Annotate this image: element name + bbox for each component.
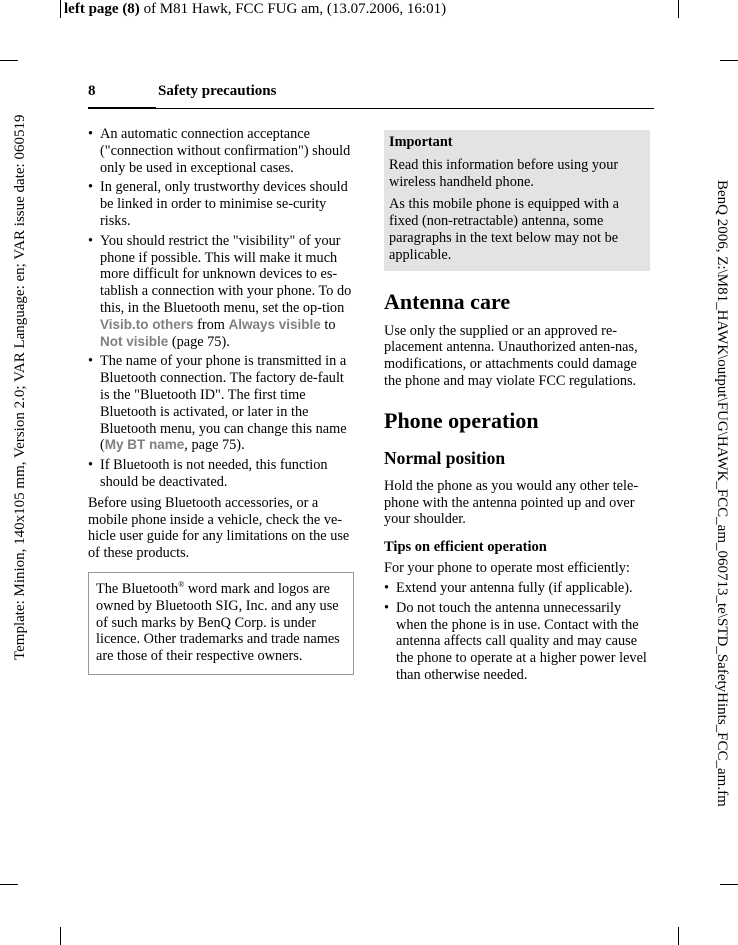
crop-mark xyxy=(678,927,679,945)
normal-position-text: Hold the phone as you would any other tele-phone with the antenna pointed up and over your shoulder. xyxy=(384,477,639,528)
antenna-care-text: Use only the supplied or an approved re-placement antenna. Unauthorized anten-nas, modifications, or attachments could damage the phone and may violate FCC regulations. xyxy=(384,322,638,389)
crop-mark xyxy=(720,60,738,61)
list-item: • The name of your phone is transmitted in a Bluetooth connection. The factory de-fault is the "Bluetooth ID". The first time Bluetooth is activated, or later in the Bluetooth menu, you can change this name (My BT name, page 75). xyxy=(88,353,354,454)
trademark-box: The Bluetooth® word mark and logos are owned by Bluetooth SIG, Inc. and any use of such marks by BenQ Corp. is under licence. Other trademarks and trade names are those of their respective owners. xyxy=(88,572,354,675)
heading-tips: Tips on efficient operation xyxy=(384,539,547,556)
list-item: • Extend your antenna fully (if applicable). xyxy=(384,580,650,597)
heading-phone-operation: Phone operation xyxy=(384,407,539,433)
print-header xyxy=(64,0,446,18)
heading-normal-position: Normal position xyxy=(384,447,506,468)
menu-ref: Visib.to others xyxy=(100,316,194,332)
vehicle-paragraph: Before using Bluetooth accessories, or a mobile phone inside a vehicle, check the ve-hicle user guide for any limitations on the use of these products. xyxy=(88,494,350,562)
menu-ref: Always visible xyxy=(228,316,321,332)
list-item: • If Bluetooth is not needed, this function should be deactivated. xyxy=(88,457,354,491)
crop-mark xyxy=(60,0,61,18)
important-heading: Important xyxy=(389,134,453,150)
left-column xyxy=(88,126,354,675)
menu-ref: My BT name xyxy=(104,437,185,453)
bluetooth-bullets xyxy=(88,126,354,491)
running-head xyxy=(88,83,654,109)
print-header-page: left page (8) xyxy=(64,1,140,17)
tips-intro: For your phone to operate most efficiently: xyxy=(384,560,630,577)
file-path-info: BenQ 2006, Z:\M81_HAWK\output\FUG\HAWK_FCC_am_060713_te\STD_SafetyHints_FCC_am.fm xyxy=(714,180,730,807)
important-text: Read this information before using your wireless handheld phone. xyxy=(389,156,619,190)
crop-mark xyxy=(678,0,679,18)
page-number: 8 xyxy=(88,83,96,99)
list-item: • Do not touch the antenna unnecessarily when the phone is in use. Contact with the antenna affects call quality and may cause the phone to operate at a higher power level than otherwise needed. xyxy=(384,600,650,684)
print-header-info: of M81 Hawk, FCC FUG am, (13.07.2006, 16:01) xyxy=(139,1,447,17)
important-box xyxy=(384,130,650,271)
section-title: Safety precautions xyxy=(158,83,277,99)
crop-mark xyxy=(0,884,18,885)
list-item: • You should restrict the "visibility" of your phone if possible. This will make it much more difficult for unknown devices to es-tablish a connection with your phone. To do this, in the Bluetooth menu, set the op-tion Visib.to others from Always visible to Not visible (page 75). xyxy=(88,233,354,351)
template-info: Template: Minion, 140x105 mm, Version 2.0; VAR Language: en; VAR issue date: 060519 xyxy=(12,114,28,660)
heading-antenna-care: Antenna care xyxy=(384,288,511,314)
list-item: • An automatic connection acceptance ("connection without confirmation") should only be used in exceptional cases. xyxy=(88,126,354,176)
list-item: • In general, only trustworthy devices should be linked in order to minimise se-curity risks. xyxy=(88,179,354,229)
menu-ref: Not visible xyxy=(100,333,169,349)
crop-mark xyxy=(60,927,61,945)
tips-list xyxy=(384,580,650,684)
right-column xyxy=(384,130,650,687)
header-rule-accent xyxy=(88,107,156,109)
crop-mark xyxy=(720,884,738,885)
header-rule xyxy=(88,108,654,109)
crop-mark xyxy=(0,60,18,61)
important-text: As this mobile phone is equipped with a fixed (non-retractable) antenna, some paragraphs in the text below may not be applicable. xyxy=(389,196,619,263)
